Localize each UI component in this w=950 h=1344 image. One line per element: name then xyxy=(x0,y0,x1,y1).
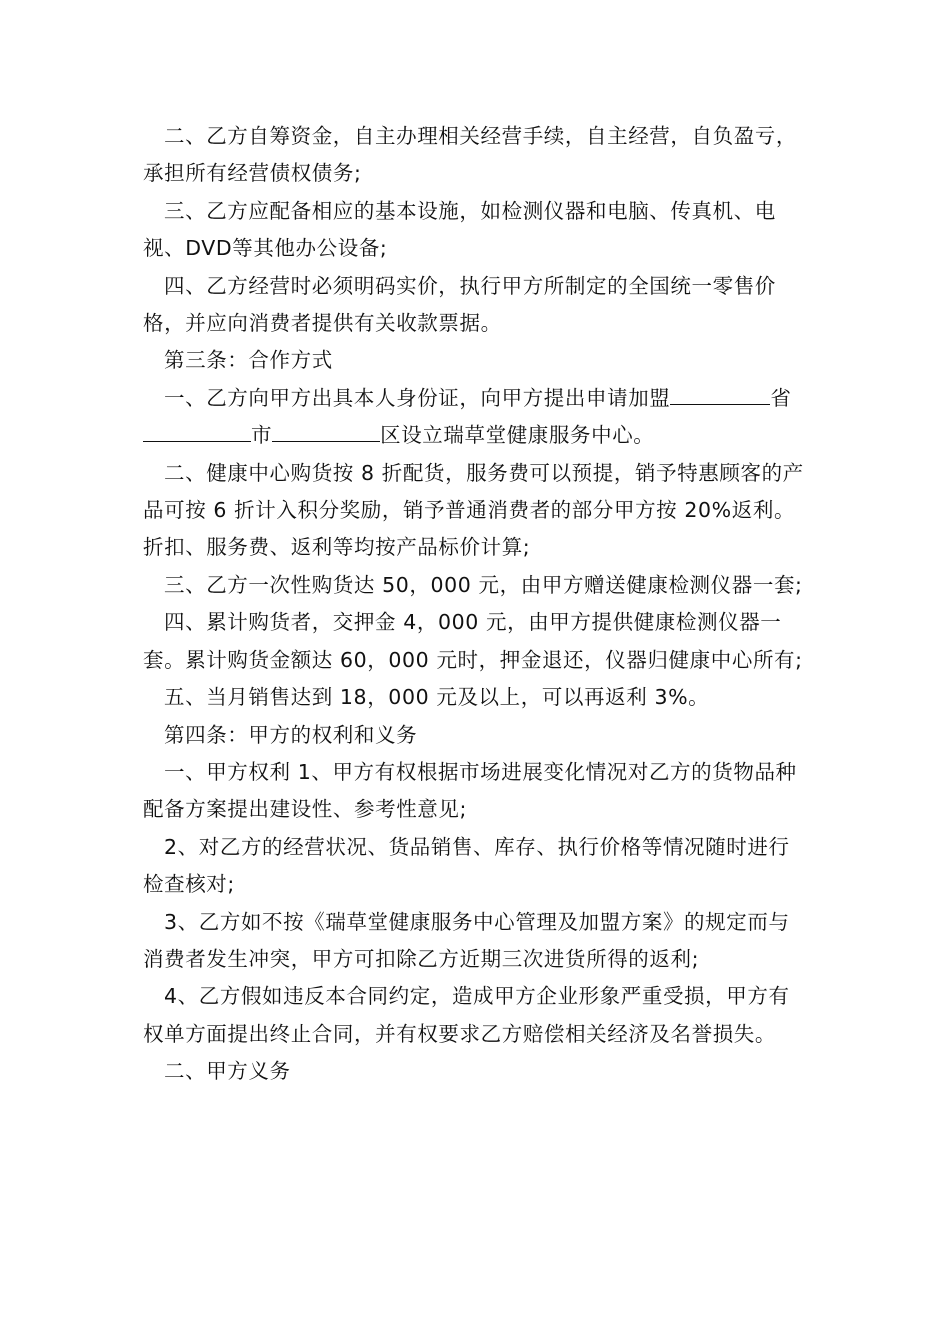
join-clause-part3: 市 xyxy=(251,423,273,448)
paragraph-party-a-rights-2: 2、对乙方的经营状况、货品销售、库存、执行价格等情况随时进行检查核对; xyxy=(143,834,790,897)
join-clause-part4: 区设立瑞草堂健康服务中心。 xyxy=(380,423,655,448)
city-blank xyxy=(143,417,251,442)
paragraph-facilities: 三、乙方应配备相应的基本设施，如检测仪器和电脑、传真机、电视、DVD等其他办公设备; xyxy=(143,198,776,261)
section-heading-party-a-obligations: 二、甲方义务 xyxy=(164,1059,291,1084)
join-clause-part2: 省 xyxy=(770,385,792,410)
paragraph-join-application xyxy=(143,380,809,455)
document-body xyxy=(143,118,809,1091)
paragraph-one-time-purchase: 三、乙方一次性购货达 50，000 元，由甲方赠送健康检测仪器一套; xyxy=(164,572,803,597)
province-blank xyxy=(670,380,770,405)
paragraph-party-a-rights-3: 3、乙方如不按《瑞草堂健康服务中心管理及加盟方案》的规定而与消费者发生冲突，甲方可扣除乙方近期三次进货所得的返利; xyxy=(143,909,790,971)
paragraph-party-a-rights-1: 一、甲方权利 1、甲方有权根据市场进展变化情况对乙方的货物品种配备方案提出建设性、参考性意见; xyxy=(143,759,797,822)
paragraph-deposit: 四、累计购货者，交押金 4，000 元，由甲方提供健康检测仪器一套。累计购货金额达 60，000 元时，押金退还，仪器归健康中心所有; xyxy=(143,610,803,672)
join-clause-part1: 一、乙方向甲方出具本人身份证，向甲方提出申请加盟 xyxy=(164,385,671,410)
paragraph-discount: 二、健康中心购货按 8 折配货，服务费可以预提，销予特惠顾客的产品可按 6 折计入积分奖励，销予普通消费者的部分甲方按 20%返利。折扣、服务费、返利等均按产品标价计算; xyxy=(143,460,804,560)
paragraph-party-a-rights-4: 4、乙方假如违反本合同约定，造成甲方企业形象严重受损，甲方有权单方面提出终止合同，并有权要求乙方赔偿相关经济及名誉损失。 xyxy=(143,984,790,1046)
paragraph-pricing: 四、乙方经营时必须明码实价，执行甲方所制定的全国统一零售价格，并应向消费者提供有关收款票据。 xyxy=(143,273,776,336)
district-blank xyxy=(272,417,380,442)
section-heading-article-3: 第三条：合作方式 xyxy=(164,348,333,373)
section-heading-article-4: 第四条：甲方的权利和义务 xyxy=(164,722,418,747)
paragraph-self-funding: 二、乙方自筹资金，自主办理相关经营手续，自主经营，自负盈亏，承担所有经营债权债务; xyxy=(143,124,797,186)
paragraph-monthly-rebate: 五、当月销售达到 18，000 元及以上，可以再返利 3%。 xyxy=(164,685,710,710)
